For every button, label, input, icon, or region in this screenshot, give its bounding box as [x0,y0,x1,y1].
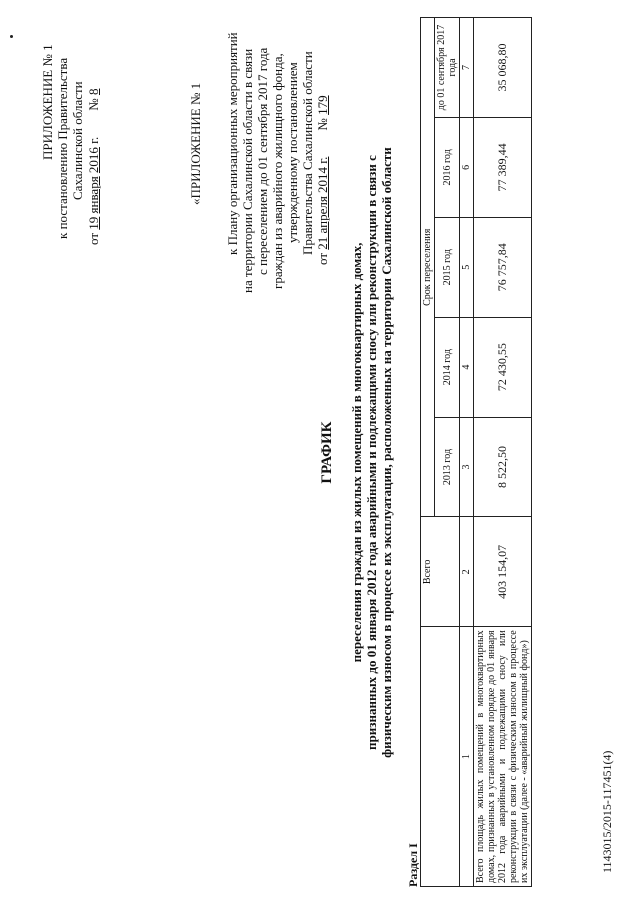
column-number: 4 [460,317,474,417]
column-number: 5 [460,217,474,317]
date-month: января [86,176,101,214]
appendix-1-title: ПРИЛОЖЕНИЕ № 1 [40,44,55,160]
number-value: 8 [86,88,101,96]
table-number-row [460,18,474,887]
appendix-2-line: с переселением до 01 сентября 2017 года [255,47,270,275]
date-suffix: г. [86,136,101,144]
value-year: 72 430,55 [474,317,532,417]
heading-line: физическим износом в процессе их эксплуатации, расположенных на территории Сахалинской области [379,147,394,758]
header-year: 2013 год [435,417,460,517]
appendix-2-line: на территории Сахалинской области в связи [240,48,255,293]
header-cell-empty [421,627,460,887]
header-year: 2014 год [435,317,460,417]
date-value: 21 апреля 2014 г. [315,156,330,250]
header-year: 2015 год [435,217,460,317]
appendix-1-date-line [86,15,101,245]
header-total: Всего [421,517,460,627]
column-number: 7 [460,18,474,118]
date-day: 19 [86,216,101,230]
appendix-1-line: к постановлению Правительства [55,57,70,239]
column-number: 1 [460,627,474,887]
table-row [474,18,532,887]
appendix-2-title: «ПРИЛОЖЕНИЕ № 1 [188,82,203,205]
date-year: 2016 [86,147,101,174]
appendix-2-line: Правительства Сахалинской области [300,51,315,255]
column-number: 3 [460,417,474,517]
value-year: 35 068,80 [474,18,532,118]
value-total: 403 154,07 [474,517,532,627]
appendix-2-line: утвержденному постановлением [285,62,300,243]
header-year: 2016 год [435,117,460,217]
column-number: 2 [460,517,474,627]
date-prefix: от [315,252,330,265]
value-year: 8 522,50 [474,417,532,517]
date-prefix: от [86,232,101,245]
number-prefix: № [86,98,101,111]
value-year: 77 389,44 [474,117,532,217]
table-header-row [421,18,435,887]
number-value: 179 [315,95,330,115]
row-description: Всего площадь жилых помещений в многоквартирных домах, признанных в установленном порядке до 01 января 2012 года аварийными и подлежащими сносу или реконструкции в связи с физическим износом в процессе их эксплуатации (далее - «аварийный жилищный фонд») [474,627,532,887]
header-group: Срок переселения [421,18,435,517]
heading-line: переселения граждан из жилых помещений в многоквартирных домах, [349,242,364,663]
schedule-table [420,17,532,887]
value-year: 76 757,84 [474,217,532,317]
appendix-2-line: граждан из аварийного жилищного фонда, [270,53,285,289]
column-number: 6 [460,117,474,217]
heading-line: признанных до 01 января 2012 года аварийными и подлежащими сносу или реконструкции в связи с [364,155,379,750]
document-code: 1143015/2015-117451(4) [600,750,614,873]
heading-title: ГРАФИК [319,421,335,484]
number-prefix: № [315,118,330,131]
header-year: до 01 сентября 2017 года [435,18,460,118]
section-label: Раздел I [406,843,420,887]
appendix-1-line: Сахалинской области [70,81,85,200]
appendix-1-block [40,15,101,245]
appendix-2-line: к Плану организационных мероприятий [225,32,240,255]
schedule-heading [320,0,394,905]
appendix-2-block [188,5,330,295]
